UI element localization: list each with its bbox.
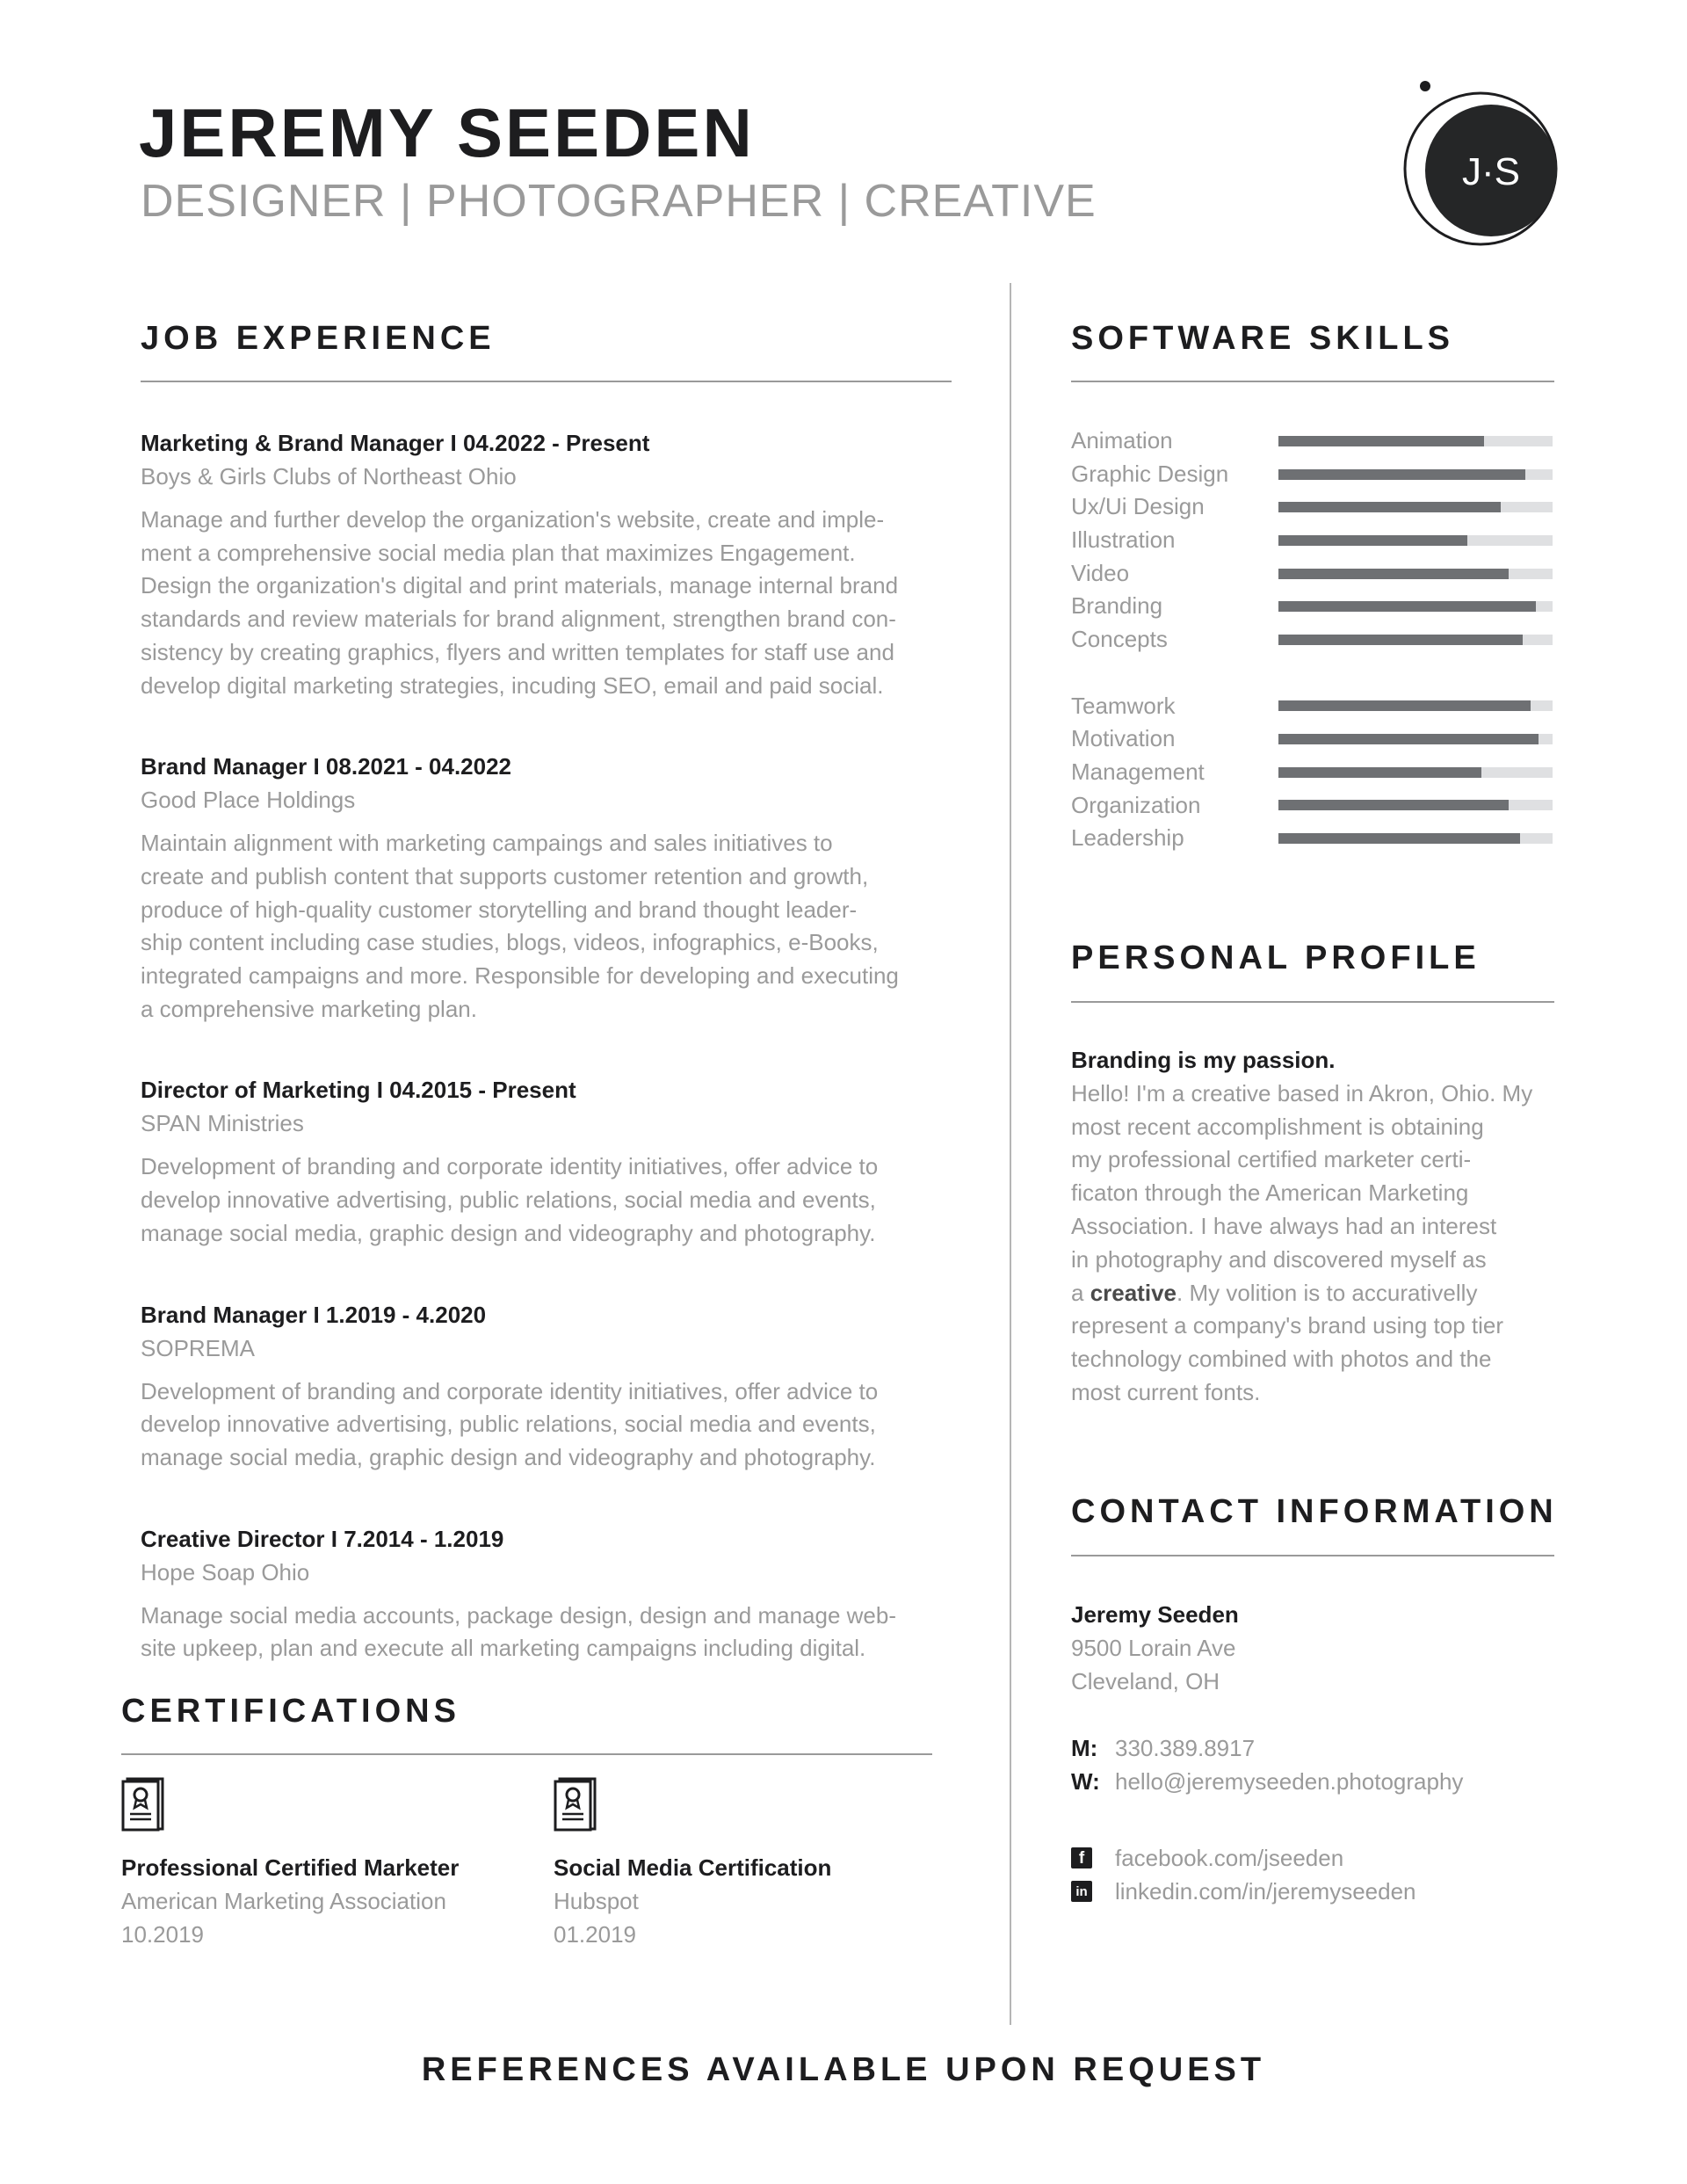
skill-bar <box>1278 502 1553 512</box>
personal-profile-heading: PERSONAL PROFILE <box>1071 940 1481 976</box>
skill-fill <box>1278 469 1525 480</box>
contact-mobile-row <box>1071 1731 1563 1765</box>
skill-bar <box>1278 436 1553 446</box>
skill-fill <box>1278 535 1467 546</box>
skill-label: Animation <box>1071 427 1173 453</box>
skill-bar <box>1278 535 1553 546</box>
job-list <box>141 426 953 1713</box>
skill-bar <box>1278 601 1553 612</box>
skill-fill <box>1278 502 1501 512</box>
job-description-line: create and publish content that supports customer retention and growth, <box>141 862 869 889</box>
profile-line: most current fonts. <box>1071 1378 1261 1405</box>
skill-fill <box>1278 436 1484 446</box>
job-description-line: develop innovative advertising, public relations, social media and events, <box>141 1411 876 1438</box>
skill-bar <box>1278 833 1553 844</box>
job-description-line: ship content including case studies, blogs, videos, infographics, e-Books, <box>141 929 879 956</box>
skill-row <box>1071 424 1554 458</box>
software-skills-rule <box>1071 381 1554 382</box>
skill-label: Teamwork <box>1071 692 1176 719</box>
profile-line: in photography and discovered myself as <box>1071 1245 1487 1273</box>
skill-row <box>1071 690 1554 723</box>
profile-line: my professional certified marketer certi- <box>1071 1146 1472 1173</box>
facebook-row[interactable] <box>1071 1841 1563 1875</box>
job-description-line: develop digital marketing strategies, incuding SEO, email and paid social. <box>141 671 884 699</box>
skill-fill <box>1278 601 1536 612</box>
skill-label: Motivation <box>1071 725 1176 752</box>
skill-bar <box>1278 469 1553 480</box>
skill-label: Concepts <box>1071 626 1168 653</box>
monogram-text: J·S <box>1462 150 1520 193</box>
profile-line <box>1071 1277 1563 1310</box>
job-title: Marketing & Brand Manager I 04.2022 - Present <box>141 430 650 456</box>
skill-fill <box>1278 800 1509 810</box>
profile-line: ficaton through the American Marketing <box>1071 1179 1469 1207</box>
references-footer: REFERENCES AVAILABLE UPON REQUEST <box>421 2051 1266 2088</box>
job-description <box>141 1150 953 1250</box>
skill-bar <box>1278 635 1553 645</box>
contact-block <box>1071 1598 1563 1908</box>
mobile-number[interactable]: 330.389.8917 <box>1115 1735 1256 1761</box>
profile-line: Association. I have always had an interest <box>1071 1212 1497 1239</box>
profile-line: Hello! I'm a creative based in Akron, Ohio. My <box>1071 1079 1533 1107</box>
job-description-line: Development of branding and corporate identity initiatives, offer advice to <box>141 1153 879 1180</box>
skill-label: Illustration <box>1071 526 1176 554</box>
job-description-line: sistency by creating graphics, flyers and written templates for staff use and <box>141 638 894 665</box>
skills-list <box>1071 424 1554 855</box>
column-divider <box>1010 283 1011 2025</box>
skill-label: Graphic Design <box>1071 460 1229 487</box>
certification-title: Social Media Certification <box>554 1854 832 1881</box>
skill-label: Video <box>1071 559 1130 586</box>
skill-row <box>1071 557 1554 591</box>
profile-line: represent a company's brand using top tier <box>1071 1312 1504 1339</box>
contact-address-line2: Cleveland, OH <box>1071 1668 1220 1694</box>
job-title: Director of Marketing I 04.2015 - Present <box>141 1077 576 1104</box>
email-link[interactable]: hello@jeremyseeden.photography <box>1115 1768 1464 1795</box>
job-description-line: produce of high-quality customer storytelling and brand thought leader- <box>141 896 858 923</box>
skill-label: Branding <box>1071 592 1163 620</box>
skill-fill <box>1278 767 1481 778</box>
linkedin-row[interactable] <box>1071 1875 1563 1908</box>
skill-bar <box>1278 767 1553 778</box>
contact-spacer <box>1071 1798 1563 1841</box>
skill-fill <box>1278 569 1509 579</box>
job-description-line: standards and review materials for brand alignment, strengthen brand con- <box>141 606 896 633</box>
contact-spacer <box>1071 1698 1563 1731</box>
profile-line: technology combined with photos and the <box>1071 1346 1492 1373</box>
certification-date: 01.2019 <box>554 1921 636 1948</box>
job-organization: Boys & Girls Clubs of Northeast Ohio <box>141 463 517 490</box>
job-item <box>141 1522 953 1665</box>
skill-label: Leadership <box>1071 824 1184 852</box>
mobile-label: M: <box>1071 1735 1098 1761</box>
certification-date: 10.2019 <box>121 1921 204 1948</box>
personal-profile-rule <box>1071 1001 1554 1003</box>
skill-label: Management <box>1071 758 1205 785</box>
facebook-link[interactable]: facebook.com/jseeden <box>1115 1845 1344 1871</box>
contact-name: Jeremy Seeden <box>1071 1601 1239 1628</box>
job-organization: Good Place Holdings <box>141 787 356 814</box>
job-description-line: ment a comprehensive social media plan that maximizes Engagement. <box>141 539 856 566</box>
contact-heading: CONTACT INFORMATION <box>1071 1493 1558 1530</box>
skill-row <box>1071 524 1554 557</box>
skill-bar <box>1278 569 1553 579</box>
resume-name: JEREMY SEEDEN <box>139 94 755 171</box>
profile-emphasis: creative <box>1090 1279 1177 1306</box>
skill-group-gap <box>1071 657 1554 690</box>
profile-line: most recent accomplishment is obtaining <box>1071 1113 1484 1140</box>
certification-title: Professional Certified Marketer <box>121 1854 460 1881</box>
profile-text <box>1071 1077 1563 1410</box>
job-description-line: manage social media, graphic design and videography and photography. <box>141 1443 876 1470</box>
job-description-line: a comprehensive marketing plan. <box>141 995 477 1022</box>
profile-line-pre: a <box>1071 1279 1090 1306</box>
monogram-logo <box>1393 77 1560 253</box>
job-experience-heading: JOB EXPERIENCE <box>141 320 496 357</box>
certifications-rule <box>121 1753 932 1755</box>
skill-label: Ux/Ui Design <box>1071 493 1205 520</box>
job-description-line: Development of branding and corporate identity initiatives, offer advice to <box>141 1377 879 1404</box>
job-title: Creative Director I 7.2014 - 1.2019 <box>141 1525 504 1552</box>
job-item <box>141 426 953 702</box>
software-skills-heading: SOFTWARE SKILLS <box>1071 320 1454 357</box>
certification-item <box>121 1777 508 1951</box>
skill-bar <box>1278 734 1553 744</box>
profile-line-post: . My volition is to accurativelly <box>1177 1279 1478 1306</box>
job-item <box>141 1298 953 1475</box>
facebook-icon: f <box>1071 1847 1092 1868</box>
skill-row <box>1071 458 1554 491</box>
job-description <box>141 1375 953 1475</box>
job-organization: SPAN Ministries <box>141 1110 304 1137</box>
skill-row <box>1071 789 1554 823</box>
job-description-line: Manage and further develop the organization's website, create and imple- <box>141 506 885 533</box>
job-title: Brand Manager I 08.2021 - 04.2022 <box>141 753 512 780</box>
job-title: Brand Manager I 1.2019 - 4.2020 <box>141 1301 487 1328</box>
resume-tagline: DESIGNER | PHOTOGRAPHER | CREATIVE <box>141 176 1097 227</box>
skill-row <box>1071 822 1554 855</box>
skill-bar <box>1278 800 1553 810</box>
skill-fill <box>1278 734 1539 744</box>
contact-web-row <box>1071 1765 1563 1798</box>
job-description-line: Manage social media accounts, package design, design and manage web- <box>141 1601 896 1629</box>
skill-label: Organization <box>1071 791 1201 818</box>
contact-rule <box>1071 1555 1554 1556</box>
skill-fill <box>1278 833 1520 844</box>
job-organization: Hope Soap Ohio <box>141 1558 310 1585</box>
job-description-line: Maintain alignment with marketing campaings and sales initiatives to <box>141 830 833 857</box>
certificate-icon <box>554 1777 597 1832</box>
job-item <box>141 750 953 1026</box>
linkedin-link[interactable]: linkedin.com/in/jeremyseeden <box>1115 1878 1416 1905</box>
job-description-line: site upkeep, plan and execute all marketing campaigns including digital. <box>141 1635 866 1662</box>
certificate-icon <box>121 1777 165 1832</box>
certification-issuer: Hubspot <box>554 1888 639 1914</box>
job-description <box>141 504 953 702</box>
job-description <box>141 827 953 1026</box>
skill-row <box>1071 490 1554 524</box>
skill-fill <box>1278 635 1523 645</box>
web-label: W: <box>1071 1768 1100 1795</box>
certification-item <box>554 1777 940 1951</box>
contact-address-line1: 9500 Lorain Ave <box>1071 1635 1236 1661</box>
skill-fill <box>1278 700 1531 711</box>
job-experience-rule <box>141 381 952 382</box>
job-description-line: manage social media, graphic design and videography and photography. <box>141 1219 876 1246</box>
job-description-line: Design the organization's digital and print materials, manage internal brand <box>141 572 899 599</box>
job-description <box>141 1600 953 1665</box>
linkedin-icon: in <box>1071 1881 1092 1902</box>
skill-bar <box>1278 700 1553 711</box>
certifications-heading: CERTIFICATIONS <box>121 1693 460 1730</box>
job-organization: SOPREMA <box>141 1334 256 1361</box>
certification-issuer: American Marketing Association <box>121 1888 446 1914</box>
skill-row <box>1071 722 1554 756</box>
job-item <box>141 1073 953 1250</box>
skill-row <box>1071 756 1554 789</box>
personal-profile <box>1071 1044 1563 1410</box>
skill-row <box>1071 623 1554 657</box>
skill-row <box>1071 590 1554 623</box>
profile-lead: Branding is my passion. <box>1071 1047 1336 1073</box>
job-description-line: develop innovative advertising, public relations, social media and events, <box>141 1186 876 1214</box>
job-description-line: integrated campaigns and more. Responsible for developing and executing <box>141 962 899 990</box>
